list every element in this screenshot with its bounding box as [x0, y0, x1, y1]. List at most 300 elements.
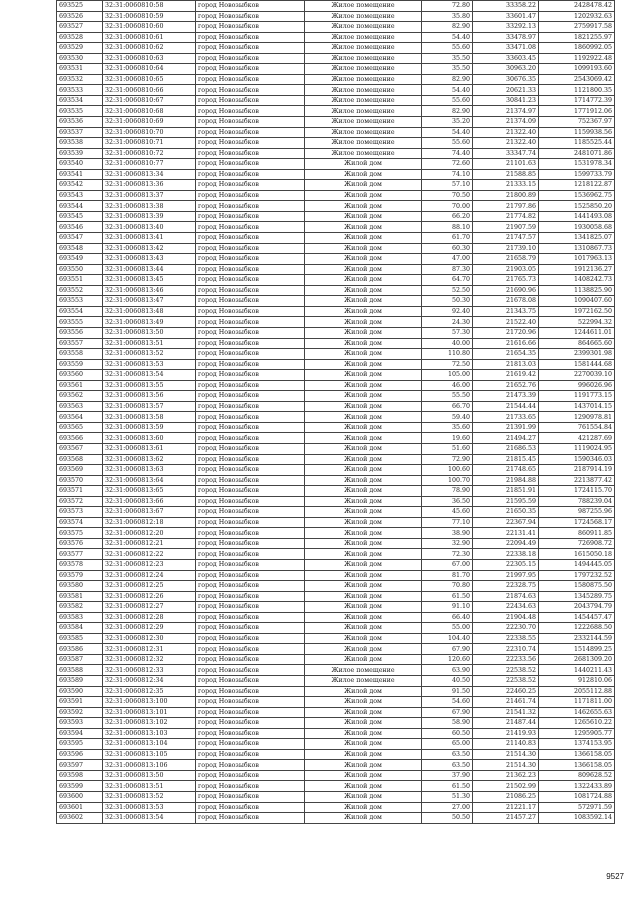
locality-cell: город Новозыбков — [196, 412, 305, 423]
unit-value-cell: 21800.89 — [473, 190, 539, 201]
locality-cell: город Новозыбков — [196, 117, 305, 128]
row-id-cell: 693537 — [57, 127, 103, 138]
cadastral-value-cell: 522994.32 — [539, 317, 615, 328]
object-type-cell: Жилой дом — [305, 401, 422, 412]
area-cell: 88.10 — [422, 222, 473, 233]
row-id-cell: 693548 — [57, 243, 103, 254]
area-cell: 51.60 — [422, 443, 473, 454]
unit-value-cell: 21747.57 — [473, 233, 539, 244]
locality-cell: город Новозыбков — [196, 781, 305, 792]
area-cell: 91.10 — [422, 602, 473, 613]
area-cell: 82.90 — [422, 22, 473, 33]
cadastral-value-cell: 1821255.97 — [539, 32, 615, 43]
cadastral-value-cell: 2759917.58 — [539, 22, 615, 33]
locality-cell: город Новозыбков — [196, 718, 305, 729]
cadastral-number-cell: 32:31:0060813:54 — [103, 813, 196, 824]
area-cell: 82.90 — [422, 106, 473, 117]
locality-cell: город Новозыбков — [196, 517, 305, 528]
cadastral-number-cell: 32:31:0060813:105 — [103, 749, 196, 760]
unit-value-cell: 22305.15 — [473, 559, 539, 570]
object-type-cell: Жилой дом — [305, 201, 422, 212]
table-row — [57, 739, 615, 750]
table-row — [57, 728, 615, 739]
table-row — [57, 370, 615, 381]
unit-value-cell: 21997.95 — [473, 570, 539, 581]
area-cell: 105.00 — [422, 370, 473, 381]
table-row — [57, 243, 615, 254]
locality-cell: город Новозыбков — [196, 391, 305, 402]
row-id-cell: 693558 — [57, 349, 103, 360]
object-type-cell: Жилой дом — [305, 275, 422, 286]
table-row — [57, 327, 615, 338]
row-id-cell: 693579 — [57, 570, 103, 581]
object-type-cell: Жилой дом — [305, 707, 422, 718]
row-id-cell: 693541 — [57, 169, 103, 180]
row-id-cell: 693542 — [57, 180, 103, 191]
locality-cell: город Новозыбков — [196, 739, 305, 750]
locality-cell: город Новозыбков — [196, 496, 305, 507]
locality-cell: город Новозыбков — [196, 676, 305, 687]
cadastral-value-cell: 1599733.79 — [539, 169, 615, 180]
table-row — [57, 707, 615, 718]
cadastral-number-cell: 32:31:0060813:60 — [103, 433, 196, 444]
row-id-cell: 693597 — [57, 760, 103, 771]
cadastral-value-cell: 1514899.25 — [539, 644, 615, 655]
area-cell: 70.00 — [422, 201, 473, 212]
table-row — [57, 496, 615, 507]
locality-cell: город Новозыбков — [196, 591, 305, 602]
cadastral-value-cell: 1494445.05 — [539, 559, 615, 570]
cadastral-value-cell: 2543069.42 — [539, 74, 615, 85]
area-cell: 110.80 — [422, 349, 473, 360]
table-row — [57, 602, 615, 613]
object-type-cell: Жилой дом — [305, 433, 422, 444]
table-row — [57, 43, 615, 54]
cadastral-value-cell: 2187914.19 — [539, 465, 615, 476]
row-id-cell: 693568 — [57, 454, 103, 465]
table-row — [57, 296, 615, 307]
cadastral-number-cell: 32:31:0060813:61 — [103, 443, 196, 454]
unit-value-cell: 22538.52 — [473, 665, 539, 676]
object-type-cell: Жилой дом — [305, 581, 422, 592]
unit-value-cell: 21813.03 — [473, 359, 539, 370]
area-cell: 63.50 — [422, 760, 473, 771]
table-row — [57, 749, 615, 760]
row-id-cell: 693594 — [57, 728, 103, 739]
cadastral-value-cell: 1265610.22 — [539, 718, 615, 729]
cadastral-value-cell: 1081724.88 — [539, 792, 615, 803]
object-type-cell: Жилой дом — [305, 475, 422, 486]
row-id-cell: 693582 — [57, 602, 103, 613]
row-id-cell: 693580 — [57, 581, 103, 592]
object-type-cell: Жилой дом — [305, 549, 422, 560]
locality-cell: город Новозыбков — [196, 106, 305, 117]
object-type-cell: Жилой дом — [305, 528, 422, 539]
object-type-cell: Жилое помещение — [305, 117, 422, 128]
unit-value-cell: 21678.08 — [473, 296, 539, 307]
row-id-cell: 693536 — [57, 117, 103, 128]
object-type-cell: Жилой дом — [305, 338, 422, 349]
object-type-cell: Жилой дом — [305, 233, 422, 244]
table-row — [57, 760, 615, 771]
row-id-cell: 693544 — [57, 201, 103, 212]
cadastral-value-cell: 2399301.98 — [539, 349, 615, 360]
locality-cell: город Новозыбков — [196, 602, 305, 613]
cadastral-value-cell: 1930058.68 — [539, 222, 615, 233]
cadastral-number-cell: 32:31:0060813:57 — [103, 401, 196, 412]
area-cell: 63.90 — [422, 665, 473, 676]
row-id-cell: 693560 — [57, 370, 103, 381]
object-type-cell: Жилой дом — [305, 254, 422, 265]
object-type-cell: Жилой дом — [305, 380, 422, 391]
row-id-cell: 693545 — [57, 211, 103, 222]
cadastral-value-cell: 752367.97 — [539, 117, 615, 128]
area-cell: 65.00 — [422, 739, 473, 750]
locality-cell: город Новозыбков — [196, 296, 305, 307]
cadastral-value-cell: 809628.52 — [539, 770, 615, 781]
locality-cell: город Новозыбков — [196, 148, 305, 159]
row-id-cell: 693561 — [57, 380, 103, 391]
table-row — [57, 148, 615, 159]
row-id-cell: 693534 — [57, 95, 103, 106]
cadastral-value-cell: 1341825.07 — [539, 233, 615, 244]
area-cell: 50.30 — [422, 296, 473, 307]
table-row — [57, 644, 615, 655]
row-id-cell: 693591 — [57, 697, 103, 708]
unit-value-cell: 21720.96 — [473, 327, 539, 338]
unit-value-cell: 21904.48 — [473, 612, 539, 623]
object-type-cell: Жилой дом — [305, 222, 422, 233]
cadastral-number-cell: 32:31:0060813:39 — [103, 211, 196, 222]
unit-value-cell: 21686.53 — [473, 443, 539, 454]
area-cell: 120.60 — [422, 654, 473, 665]
table-row — [57, 32, 615, 43]
unit-value-cell: 33471.08 — [473, 43, 539, 54]
cadastral-value-cell: 1581444.68 — [539, 359, 615, 370]
unit-value-cell: 22338.55 — [473, 633, 539, 644]
area-cell: 35.20 — [422, 117, 473, 128]
cadastral-number-cell: 32:31:0060813:52 — [103, 349, 196, 360]
cadastral-number-cell: 32:31:0060813:104 — [103, 739, 196, 750]
cadastral-value-cell: 1437014.15 — [539, 401, 615, 412]
area-cell: 57.10 — [422, 180, 473, 191]
object-type-cell: Жилое помещение — [305, 676, 422, 687]
table-row — [57, 264, 615, 275]
cadastral-number-cell: 32:31:0060813:67 — [103, 507, 196, 518]
cadastral-number-cell: 32:31:0060813:43 — [103, 254, 196, 265]
locality-cell: город Новозыбков — [196, 53, 305, 64]
unit-value-cell: 21374.97 — [473, 106, 539, 117]
row-id-cell: 693592 — [57, 707, 103, 718]
cadastral-number-cell: 32:31:0060813:50 — [103, 770, 196, 781]
unit-value-cell: 21797.86 — [473, 201, 539, 212]
unit-value-cell: 21494.27 — [473, 433, 539, 444]
area-cell: 82.90 — [422, 74, 473, 85]
unit-value-cell: 21907.59 — [473, 222, 539, 233]
row-id-cell: 693553 — [57, 296, 103, 307]
table-row — [57, 422, 615, 433]
unit-value-cell: 21851.91 — [473, 486, 539, 497]
cadastral-value-cell: 1218122.87 — [539, 180, 615, 191]
table-row — [57, 180, 615, 191]
object-type-cell: Жилой дом — [305, 190, 422, 201]
locality-cell: город Новозыбков — [196, 74, 305, 85]
cadastral-value-cell: 1310867.73 — [539, 243, 615, 254]
locality-cell: город Новозыбков — [196, 528, 305, 539]
object-type-cell: Жилое помещение — [305, 53, 422, 64]
locality-cell: город Новозыбков — [196, 454, 305, 465]
unit-value-cell: 21419.93 — [473, 728, 539, 739]
object-type-cell: Жилой дом — [305, 243, 422, 254]
table-row — [57, 486, 615, 497]
cadastral-number-cell: 32:31:0060812:27 — [103, 602, 196, 613]
cadastral-value-cell: 1345289.75 — [539, 591, 615, 602]
cadastral-value-cell: 1191773.15 — [539, 391, 615, 402]
table-row — [57, 454, 615, 465]
cadastral-number-cell: 32:31:0060812:33 — [103, 665, 196, 676]
cadastral-number-cell: 32:31:0060813:103 — [103, 728, 196, 739]
cadastral-number-cell: 32:31:0060813:101 — [103, 707, 196, 718]
object-type-cell: Жилой дом — [305, 412, 422, 423]
object-type-cell: Жилой дом — [305, 802, 422, 813]
cadastral-number-cell: 32:31:0060813:106 — [103, 760, 196, 771]
object-type-cell: Жилой дом — [305, 770, 422, 781]
object-type-cell: Жилой дом — [305, 591, 422, 602]
table-row — [57, 95, 615, 106]
table-row — [57, 718, 615, 729]
locality-cell: город Новозыбков — [196, 159, 305, 170]
cadastral-number-cell: 32:31:0060812:29 — [103, 623, 196, 634]
area-cell: 35.60 — [422, 422, 473, 433]
unit-value-cell: 33347.74 — [473, 148, 539, 159]
cadastral-number-cell: 32:31:0060810:63 — [103, 53, 196, 64]
table-row — [57, 654, 615, 665]
cadastral-number-cell: 32:31:0060810:71 — [103, 138, 196, 149]
table-row — [57, 53, 615, 64]
locality-cell: город Новозыбков — [196, 327, 305, 338]
table-row — [57, 127, 615, 138]
table-row — [57, 559, 615, 570]
table-row — [57, 74, 615, 85]
object-type-cell: Жилой дом — [305, 792, 422, 803]
area-cell: 64.70 — [422, 275, 473, 286]
cadastral-number-cell: 32:31:0060813:102 — [103, 718, 196, 729]
row-id-cell: 693530 — [57, 53, 103, 64]
row-id-cell: 693575 — [57, 528, 103, 539]
cadastral-value-cell: 1860992.05 — [539, 43, 615, 54]
cadastral-value-cell: 1525850.20 — [539, 201, 615, 212]
locality-cell: город Новозыбков — [196, 802, 305, 813]
row-id-cell: 693588 — [57, 665, 103, 676]
area-cell: 66.40 — [422, 612, 473, 623]
unit-value-cell: 21544.44 — [473, 401, 539, 412]
row-id-cell: 693549 — [57, 254, 103, 265]
area-cell: 60.50 — [422, 728, 473, 739]
table-row — [57, 138, 615, 149]
area-cell: 67.00 — [422, 559, 473, 570]
row-id-cell: 693562 — [57, 391, 103, 402]
table-row — [57, 770, 615, 781]
locality-cell: город Новозыбков — [196, 686, 305, 697]
cadastral-value-cell: 1185525.44 — [539, 138, 615, 149]
row-id-cell: 693570 — [57, 475, 103, 486]
area-cell: 67.90 — [422, 644, 473, 655]
cadastral-number-cell: 32:31:0060810:60 — [103, 22, 196, 33]
cadastral-number-cell: 32:31:0060810:69 — [103, 117, 196, 128]
cadastral-number-cell: 32:31:0060813:46 — [103, 285, 196, 296]
object-type-cell: Жилой дом — [305, 349, 422, 360]
cadastral-value-cell: 1771912.06 — [539, 106, 615, 117]
table-row — [57, 349, 615, 360]
table-row — [57, 254, 615, 265]
locality-cell: город Новозыбков — [196, 254, 305, 265]
cadastral-value-cell: 2043794.79 — [539, 602, 615, 613]
area-cell: 55.60 — [422, 43, 473, 54]
unit-value-cell: 20621.33 — [473, 85, 539, 96]
row-id-cell: 693554 — [57, 306, 103, 317]
object-type-cell: Жилой дом — [305, 422, 422, 433]
object-type-cell: Жилой дом — [305, 718, 422, 729]
cadastral-value-cell: 1202932.63 — [539, 11, 615, 22]
cadastral-value-cell: 1374153.95 — [539, 739, 615, 750]
cadastral-value-cell: 864665.60 — [539, 338, 615, 349]
cadastral-value-cell: 788239.04 — [539, 496, 615, 507]
row-id-cell: 693557 — [57, 338, 103, 349]
cadastral-number-cell: 32:31:0060813:40 — [103, 222, 196, 233]
cadastral-number-cell: 32:31:0060813:38 — [103, 201, 196, 212]
unit-value-cell: 22131.41 — [473, 528, 539, 539]
cadastral-value-cell: 726908.72 — [539, 538, 615, 549]
object-type-cell: Жилой дом — [305, 697, 422, 708]
locality-cell: город Новозыбков — [196, 654, 305, 665]
object-type-cell: Жилой дом — [305, 496, 422, 507]
area-cell: 72.90 — [422, 454, 473, 465]
locality-cell: город Новозыбков — [196, 549, 305, 560]
unit-value-cell: 33603.45 — [473, 53, 539, 64]
unit-value-cell: 21322.40 — [473, 138, 539, 149]
object-type-cell: Жилое помещение — [305, 665, 422, 676]
area-cell: 24.30 — [422, 317, 473, 328]
object-type-cell: Жилой дом — [305, 602, 422, 613]
locality-cell: город Новозыбков — [196, 770, 305, 781]
table-row — [57, 665, 615, 676]
row-id-cell: 693529 — [57, 43, 103, 54]
object-type-cell: Жилой дом — [305, 159, 422, 170]
table-row — [57, 507, 615, 518]
row-id-cell: 693551 — [57, 275, 103, 286]
cadastral-number-cell: 32:31:0060810:61 — [103, 32, 196, 43]
row-id-cell: 693600 — [57, 792, 103, 803]
cadastral-value-cell: 1590346.03 — [539, 454, 615, 465]
locality-cell: город Новозыбков — [196, 201, 305, 212]
locality-cell: город Новозыбков — [196, 749, 305, 760]
cadastral-number-cell: 32:31:0060812:26 — [103, 591, 196, 602]
table-row — [57, 633, 615, 644]
cadastral-value-cell: 1090407.60 — [539, 296, 615, 307]
object-type-cell: Жилой дом — [305, 559, 422, 570]
cadastral-number-cell: 32:31:0060813:48 — [103, 306, 196, 317]
unit-value-cell: 21588.85 — [473, 169, 539, 180]
object-type-cell: Жилое помещение — [305, 74, 422, 85]
unit-value-cell: 22460.25 — [473, 686, 539, 697]
locality-cell: город Новозыбков — [196, 538, 305, 549]
row-id-cell: 693578 — [57, 559, 103, 570]
unit-value-cell: 21514.30 — [473, 760, 539, 771]
area-cell: 66.70 — [422, 401, 473, 412]
table-row — [57, 380, 615, 391]
table-row — [57, 412, 615, 423]
row-id-cell: 693567 — [57, 443, 103, 454]
locality-cell: город Новозыбков — [196, 1, 305, 12]
object-type-cell: Жилой дом — [305, 749, 422, 760]
cadastral-value-cell: 761554.84 — [539, 422, 615, 433]
area-cell: 72.30 — [422, 549, 473, 560]
unit-value-cell: 21514.30 — [473, 749, 539, 760]
cadastral-value-cell: 860911.85 — [539, 528, 615, 539]
area-cell: 52.50 — [422, 285, 473, 296]
locality-cell: город Новозыбков — [196, 32, 305, 43]
cadastral-value-cell: 912810.06 — [539, 676, 615, 687]
table-row — [57, 211, 615, 222]
object-type-cell: Жилой дом — [305, 264, 422, 275]
row-id-cell: 693589 — [57, 676, 103, 687]
area-cell: 19.60 — [422, 433, 473, 444]
unit-value-cell: 30676.35 — [473, 74, 539, 85]
cadastral-number-cell: 32:31:0060813:50 — [103, 327, 196, 338]
unit-value-cell: 21473.39 — [473, 391, 539, 402]
object-type-cell: Жилой дом — [305, 623, 422, 634]
area-cell: 72.60 — [422, 159, 473, 170]
cadastral-value-cell: 1171811.00 — [539, 697, 615, 708]
object-type-cell: Жилой дом — [305, 465, 422, 476]
object-type-cell: Жилое помещение — [305, 148, 422, 159]
unit-value-cell: 21765.73 — [473, 275, 539, 286]
cadastral-number-cell: 32:31:0060813:62 — [103, 454, 196, 465]
object-type-cell: Жилое помещение — [305, 138, 422, 149]
object-type-cell: Жилое помещение — [305, 22, 422, 33]
locality-cell: город Новозыбков — [196, 559, 305, 570]
unit-value-cell: 33601.47 — [473, 11, 539, 22]
object-type-cell: Жилое помещение — [305, 11, 422, 22]
locality-cell: город Новозыбков — [196, 85, 305, 96]
cadastral-number-cell: 32:31:0060812:30 — [103, 633, 196, 644]
cadastral-value-cell: 1441493.08 — [539, 211, 615, 222]
object-type-cell: Жилой дом — [305, 486, 422, 497]
unit-value-cell: 21461.74 — [473, 697, 539, 708]
unit-value-cell: 30963.20 — [473, 64, 539, 75]
cadastral-value-cell: 572971.59 — [539, 802, 615, 813]
cadastral-number-cell: 32:31:0060813:41 — [103, 233, 196, 244]
cadastral-number-cell: 32:31:0060810:68 — [103, 106, 196, 117]
table-row — [57, 538, 615, 549]
unit-value-cell: 30841.23 — [473, 95, 539, 106]
object-type-cell: Жилое помещение — [305, 85, 422, 96]
unit-value-cell: 33292.13 — [473, 22, 539, 33]
unit-value-cell: 21903.05 — [473, 264, 539, 275]
row-id-cell: 693540 — [57, 159, 103, 170]
locality-cell: город Новозыбков — [196, 612, 305, 623]
row-id-cell: 693535 — [57, 106, 103, 117]
area-cell: 55.00 — [422, 623, 473, 634]
table-row — [57, 623, 615, 634]
area-cell: 100.60 — [422, 465, 473, 476]
object-type-cell: Жилой дом — [305, 296, 422, 307]
table-row — [57, 465, 615, 476]
area-cell: 57.30 — [422, 327, 473, 338]
locality-cell: город Новозыбков — [196, 22, 305, 33]
cadastral-value-cell: 1531978.34 — [539, 159, 615, 170]
locality-cell: город Новозыбков — [196, 64, 305, 75]
